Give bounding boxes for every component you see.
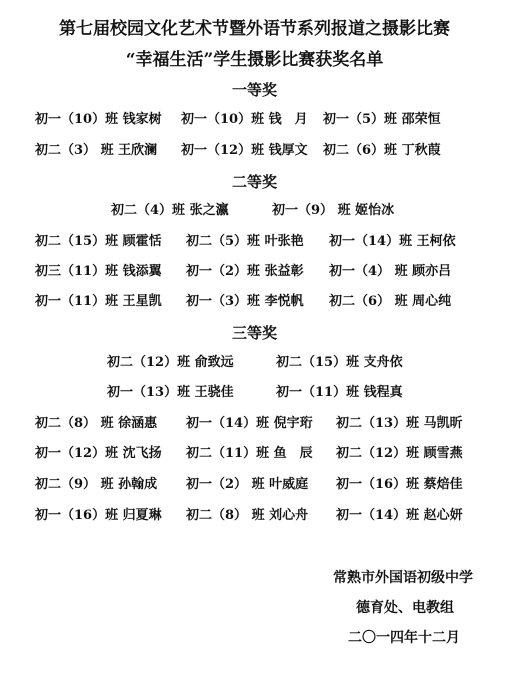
winner-entry: 初一（2）班 张益彰	[186, 264, 304, 279]
third-prize-row	[0, 383, 509, 403]
department-name: 德育处、电教组	[356, 600, 454, 616]
first-prize-row	[0, 141, 509, 161]
third-prize-row	[0, 414, 509, 434]
third-prize-heading: 三等奖	[231, 324, 277, 342]
third-prize-row	[0, 353, 509, 373]
winner-entry: 初一（16）班 蔡焙佳	[336, 477, 463, 492]
winner-entry: 初二（3） 班 王欣澜	[35, 143, 158, 158]
first-prize-row	[0, 110, 509, 130]
winner-entry: 初一（9） 班 姬怡冰	[272, 203, 395, 218]
second-prize-row	[0, 201, 509, 221]
second-prize-row	[0, 292, 509, 312]
winner-entry: 初二（12）班 俞致远	[107, 355, 234, 370]
third-prize-row	[0, 475, 509, 495]
winner-entry: 初一（5）班 邵荣恒	[323, 112, 441, 127]
winner-entry: 初二（8） 班 刘心舟	[186, 508, 309, 523]
winner-entry: 初二（15）班 支舟依	[276, 355, 403, 370]
winner-entry: 初二（4）班 张之瀛	[111, 203, 229, 218]
winner-entry: 初二（8） 班 徐涵惠	[35, 416, 158, 431]
winner-entry: 初一（14）班 赵心妍	[336, 508, 463, 523]
winner-entry: 初二（11）班 鱼 辰	[186, 446, 313, 461]
winner-entry: 初一（10）班 钱家树	[35, 112, 162, 127]
first-prize-heading: 一等奖	[231, 81, 277, 99]
winner-entry: 初一（3）班 李悦帆	[186, 294, 304, 309]
winner-entry: 初一（12）班 沈飞扬	[35, 446, 162, 461]
issue-date: 二〇一四年十二月	[348, 630, 460, 646]
winner-entry: 初一（2） 班 叶威庭	[186, 477, 309, 492]
winner-entry: 初二（12）班 顾雪燕	[336, 446, 463, 461]
third-prize-row	[0, 506, 509, 526]
third-prize-row	[0, 444, 509, 464]
winner-entry: 初二（5）班 叶张艳	[186, 234, 304, 249]
winner-entry: 初一（14）班 王柯依	[329, 234, 456, 249]
second-prize-row	[0, 232, 509, 252]
winner-entry: 初一（10）班 钱 月	[181, 112, 308, 127]
winner-entry: 初二（15）班 顾霍恬	[35, 234, 162, 249]
winner-entry: 初一（12）班 钱厚文	[181, 143, 308, 158]
winner-entry: 初二（9） 班 孙翰成	[35, 477, 158, 492]
winner-entry: 初一（13）班 王骁佳	[107, 385, 234, 400]
second-prize-row	[0, 262, 509, 282]
winner-entry: 初一（11）班 钱程真	[276, 385, 403, 400]
winner-entry: 初一（16）班 归夏琳	[35, 508, 162, 523]
document-title: 第七届校园文化艺术节暨外语节系列报道之摄影比赛	[59, 19, 450, 39]
winner-entry: 初二（6）班 丁秋葭	[323, 143, 441, 158]
second-prize-heading: 二等奖	[231, 173, 277, 191]
school-name: 常熟市外国语初级中学	[333, 570, 473, 586]
document-subtitle: “幸福生活”学生摄影比赛获奖名单	[125, 50, 384, 70]
winner-entry: 初一（14）班 倪宇珩	[186, 416, 313, 431]
winner-entry: 初一（4） 班 顾亦吕	[329, 264, 452, 279]
winner-entry: 初一（11）班 王星凯	[35, 294, 162, 309]
winner-entry: 初二（6） 班 周心纯	[329, 294, 452, 309]
winner-entry: 初二（13）班 马凯昕	[336, 416, 463, 431]
winner-entry: 初三（11）班 钱添翼	[35, 264, 162, 279]
